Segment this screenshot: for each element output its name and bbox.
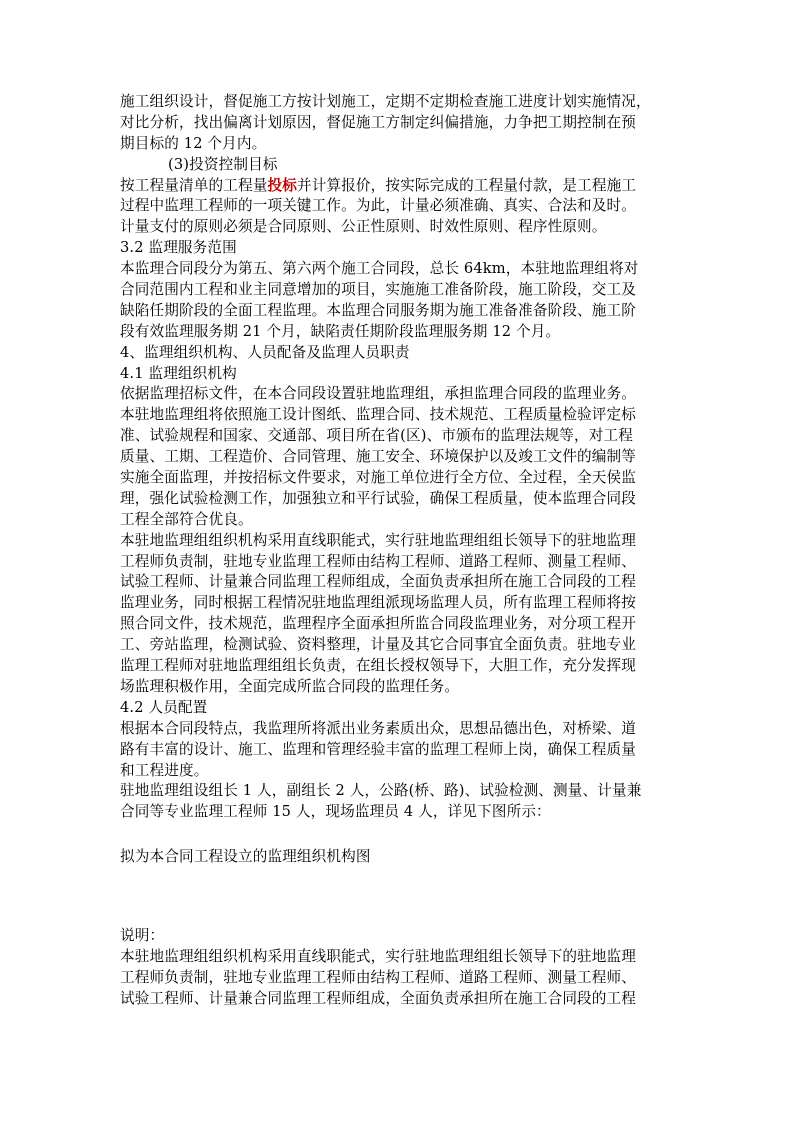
- service-scope-paragraph: [120, 259, 676, 343]
- text-line: 驻地监理组设组长 1 人，副组长 2 人，公路(桥、路)、试验检测、测量、计量兼: [120, 782, 642, 800]
- spacer: [120, 823, 676, 847]
- text-line: 质量、工期、工程造价、合同管理、施工安全、环境保护以及竣工文件的编制等: [120, 448, 637, 466]
- text-line: 工、旁站监理，检测试验、资料整理，计量及其它合同事宜全面负责。驻地专业: [120, 636, 637, 654]
- intro-paragraph: [120, 92, 676, 155]
- text-line: 工程全部符合优良。: [120, 510, 253, 528]
- text-line: 本驻地监理组将依照施工设计图纸、监理合同、技术规范、工程质量检验评定标: [120, 406, 637, 424]
- text-line: 工程师负责制，驻地专业监理工程师由结构工程师、道路工程师、测量工程师、: [120, 968, 637, 986]
- text-line: 本驻地监理组组织机构采用直线职能式，实行驻地监理组组长领导下的驻地监理: [120, 947, 637, 965]
- staffing-heading: 4.2 人员配置: [120, 698, 208, 716]
- text-line: 试验工程师、计量兼合同监理工程师组成，全面负责承担所在施工合同段的工程: [120, 573, 637, 591]
- text-fragment: 按工程量清单的工程量: [120, 176, 268, 194]
- text-line: 根据本合同段特点，我监理所将派出业务素质出众，思想品德出色，对桥梁、道: [120, 719, 637, 737]
- investment-control-heading: (3)投资控制目标: [168, 155, 278, 173]
- section-4-heading: 4、监理组织机构、人员配备及监理人员职责: [120, 343, 410, 361]
- text-line: 监理工程师对驻地监理组组长负责，在组长授权领导下，大胆工作，充分发挥现: [120, 657, 637, 675]
- text-line: 依据监理招标文件，在本合同段设置驻地监理组，承担监理合同段的监理业务。: [120, 385, 637, 403]
- text-line: 施工组织设计，督促施工方按计划施工，定期不定期检查施工进度计划实施情况，: [120, 93, 651, 110]
- text-line: 工程师负责制，驻地专业监理工程师由结构工程师、道路工程师、测量工程师、: [120, 552, 637, 570]
- text-line: 实施全面监理，并按招标文件要求，对施工单位进行全方位、全过程，全天侯监: [120, 469, 637, 487]
- organization-paragraph-1: [120, 384, 676, 530]
- text-line: 期目标的 12 个月内。: [120, 134, 267, 152]
- text-line: 计量支付的原则必须是合同原则、公正性原则、时效性原则、程序性原则。: [120, 218, 607, 236]
- text-line: 段有效监理服务期 21 个月，缺陷责任期阶段监理服务期 12 个月。: [120, 322, 561, 340]
- service-scope-heading: 3.2 监理服务范围: [120, 239, 237, 257]
- text-line: 本驻地监理组组织机构采用直线职能式，实行驻地监理组组长领导下的驻地监理: [120, 531, 637, 549]
- text-line: 本监理合同段分为第五、第六两个施工合同段，总长 64km，本驻地监理组将对: [120, 260, 639, 278]
- text-line: 理，强化试验检测工作，加强独立和平行试验，确保工程质量，使本监理合同段: [120, 489, 637, 507]
- text-line: 缺陷任期阶段的全面工程监理。本监理合同服务期为施工准备准备阶段、施工阶: [120, 301, 637, 319]
- document-page: [120, 92, 676, 1010]
- figure-placeholder: [120, 868, 676, 926]
- highlighted-keyword-link[interactable]: 投标: [267, 176, 297, 194]
- note-paragraph: [120, 947, 676, 1010]
- text-line: 和工程进度。: [120, 761, 209, 779]
- staffing-paragraph-1: [120, 719, 676, 782]
- text-line: 场监理积极作用，全面完成所监合同段的监理任务。: [120, 677, 460, 695]
- text-line: 过程中监理工程师的一项关键工作。为此，计量必须准确、真实、合法和及时。: [120, 197, 637, 215]
- text-line: 合同范围内工程和业主同意增加的项目，实施施工准备阶段，施工阶段，交工及: [120, 281, 637, 299]
- text-fragment: 并计算报价，按实际完成的工程量付款，是工程施工: [296, 176, 637, 194]
- staffing-paragraph-2: [120, 781, 676, 823]
- organization-paragraph-2: [120, 531, 676, 698]
- note-heading: 说明：: [120, 927, 165, 945]
- organization-heading: 4.1 监理组织机构: [120, 364, 237, 382]
- text-line: 试验工程师、计量兼合同监理工程师组成，全面负责承担所在施工合同段的工程: [120, 989, 637, 1007]
- text-line: 监理业务，同时根据工程情况驻地监理组派现场监理人员，所有监理工程师将按: [120, 594, 637, 612]
- text-line: [120, 176, 676, 197]
- text-line: 路有丰富的设计、施工、监理和管理经验丰富的监理工程师上岗，确保工程质量: [120, 740, 637, 758]
- text-line: 照合同文件，技术规范，监理程序全面承担所监合同段监理业务，对分项工程开: [120, 615, 637, 633]
- figure-caption: 拟为本合同工程设立的监理组织机构图: [120, 848, 371, 866]
- text-line: 对比分析，找出偏离计划原因，督促施工方制定纠偏措施，力争把工期控制在预: [120, 113, 637, 131]
- investment-control-paragraph: [120, 176, 676, 239]
- text-line: 准、试验规程和国家、交通部、项目所在省(区)、市颁布的监理法规等，对工程: [120, 427, 633, 445]
- text-line: 合同等专业监理工程师 15 人，现场监理员 4 人，详见下图所示：: [120, 803, 551, 821]
